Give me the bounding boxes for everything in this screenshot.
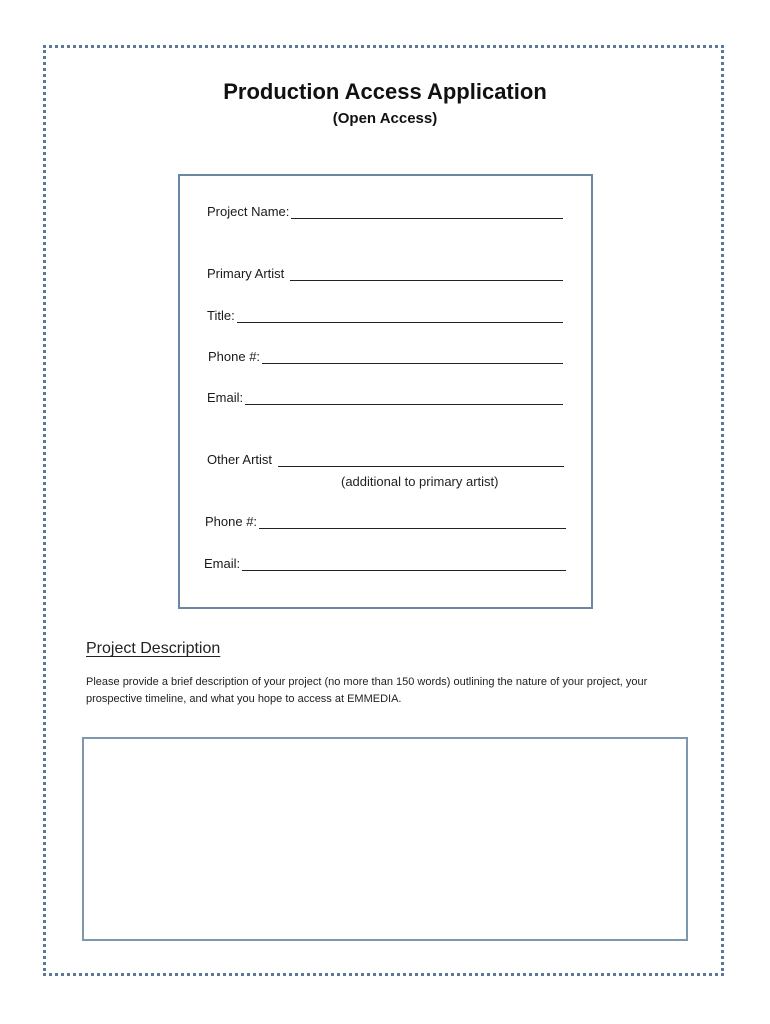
- other-artist-hint: (additional to primary artist): [341, 474, 499, 489]
- other-artist-line[interactable]: [278, 452, 564, 467]
- project-description-instructions: Please provide a brief description of your project (no more than 150 words) outlining the nature of your project, your prospective timeline, and what you hope to access at EMMEDIA.: [86, 676, 648, 705]
- project-name-line[interactable]: [291, 204, 563, 219]
- page-title: Production Access Application: [223, 79, 547, 104]
- phone-line-other[interactable]: [259, 514, 566, 529]
- email-field-other[interactable]: [204, 556, 566, 571]
- project-description-box[interactable]: [82, 737, 688, 941]
- title-line[interactable]: [237, 308, 563, 323]
- email-label-primary: Email:: [207, 390, 244, 405]
- email-label-other: Email:: [204, 556, 241, 571]
- title-label: Title:: [207, 308, 235, 323]
- page-subtitle: (Open Access): [332, 110, 438, 127]
- email-line-primary[interactable]: [245, 390, 563, 405]
- primary-artist-line[interactable]: [290, 266, 563, 281]
- phone-field-primary[interactable]: [208, 349, 563, 364]
- phone-label-other: Phone #:: [205, 514, 258, 529]
- project-name-label: Project Name:: [207, 204, 290, 219]
- primary-artist-label: Primary Artist: [207, 266, 285, 281]
- project-description-heading: Project Description: [86, 640, 221, 657]
- phone-label-primary: Phone #:: [208, 349, 261, 364]
- email-field-primary[interactable]: [207, 390, 563, 405]
- other-artist-field[interactable]: [207, 452, 564, 467]
- primary-artist-field[interactable]: [207, 266, 563, 281]
- phone-field-other[interactable]: [205, 514, 566, 529]
- other-artist-label: Other Artist: [207, 452, 273, 467]
- title-field[interactable]: [207, 308, 563, 323]
- email-line-other[interactable]: [242, 556, 566, 571]
- project-name-field[interactable]: [207, 204, 563, 219]
- phone-line-primary[interactable]: [262, 349, 563, 364]
